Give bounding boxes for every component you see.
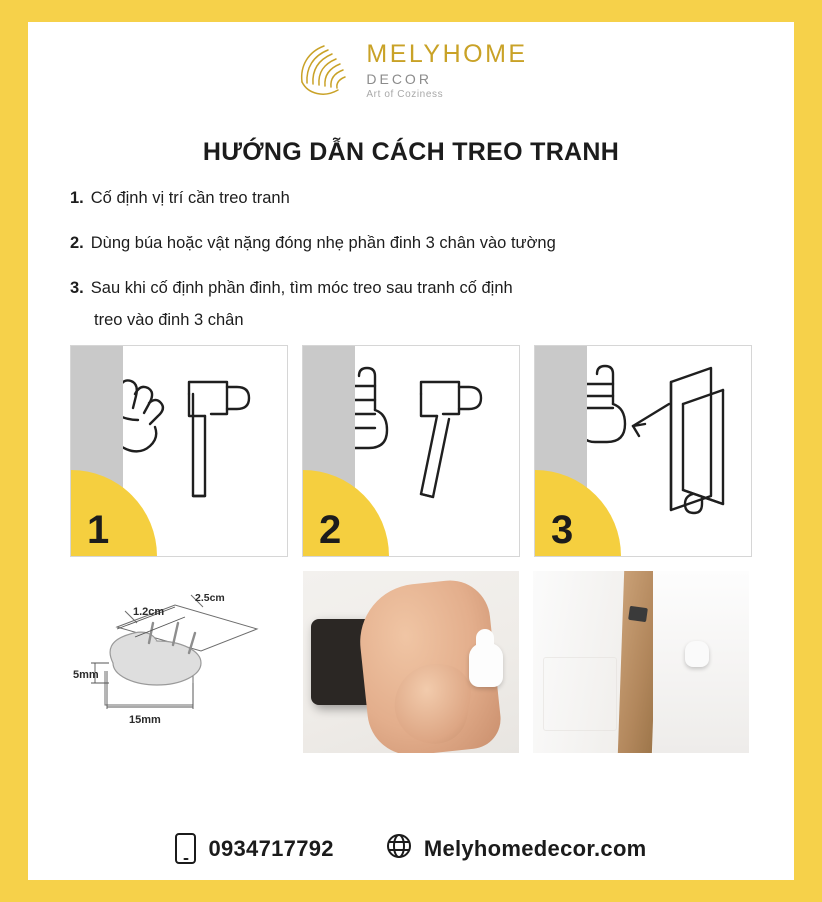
illustration-number: 2 [319, 507, 342, 552]
step-number: 2. [70, 233, 84, 252]
illustration-number: 1 [87, 507, 110, 552]
dim-bottom-label: 15mm [129, 713, 161, 726]
step-item [70, 187, 754, 211]
brand-text [366, 42, 527, 100]
illustration-card-3 [534, 345, 752, 557]
step-item [70, 277, 754, 301]
frame-hanging-on-wall-photo [533, 571, 749, 753]
footer [50, 823, 772, 880]
step-text: Sau khi cố định phần đinh, tìm móc treo sau tranh cố định [90, 278, 513, 297]
instruction-steps [50, 181, 772, 333]
illustration-card-1 [70, 345, 288, 557]
step-item [70, 232, 754, 256]
step-text: Cố định vị trí cần treo tranh [90, 189, 290, 207]
dim-top-label: 2.5cm [195, 591, 225, 604]
dim-side-label: 5mm [73, 668, 99, 681]
hammering-hook-photo [303, 571, 519, 753]
wall-hook-shape [685, 641, 709, 667]
phone-contact[interactable] [175, 833, 333, 864]
brand-header [50, 22, 772, 110]
website-contact[interactable] [386, 833, 647, 864]
step-continuation-text: treo vào đinh 3 chân [94, 310, 244, 329]
poster-sheet [28, 22, 794, 880]
page-title: HƯỚNG DẪN CÁCH TREO TRANH [202, 138, 620, 166]
step-number: 1. [70, 189, 84, 207]
artwork-outline-shape [543, 657, 617, 731]
fan-lines-logo-icon [294, 42, 352, 100]
illustration-number: 3 [551, 507, 574, 552]
illustration-card-2 [302, 345, 520, 557]
step-text: Dùng búa hoặc vật nặng đóng nhẹ phần đinh 3 chân vào tường [90, 233, 556, 252]
frame-clip-shape [628, 606, 648, 622]
brand-tagline: Art of Coziness [366, 89, 444, 100]
step-number: 3. [70, 278, 84, 297]
three-pin-hook-diagram-icon [73, 571, 289, 753]
mobile-phone-icon [175, 833, 196, 864]
illustration-row [50, 345, 772, 557]
phone-number: 0934717792 [208, 835, 334, 861]
dim-inner-label: 1.2cm [133, 605, 165, 618]
brand-name: MELYHOME [366, 40, 528, 68]
website-url: Melyhomedecor.com [423, 835, 647, 861]
photo-row [50, 571, 772, 753]
globe-icon [386, 833, 412, 864]
brand-subtitle: DECOR [366, 71, 432, 87]
wall-hook-shape [469, 643, 503, 687]
